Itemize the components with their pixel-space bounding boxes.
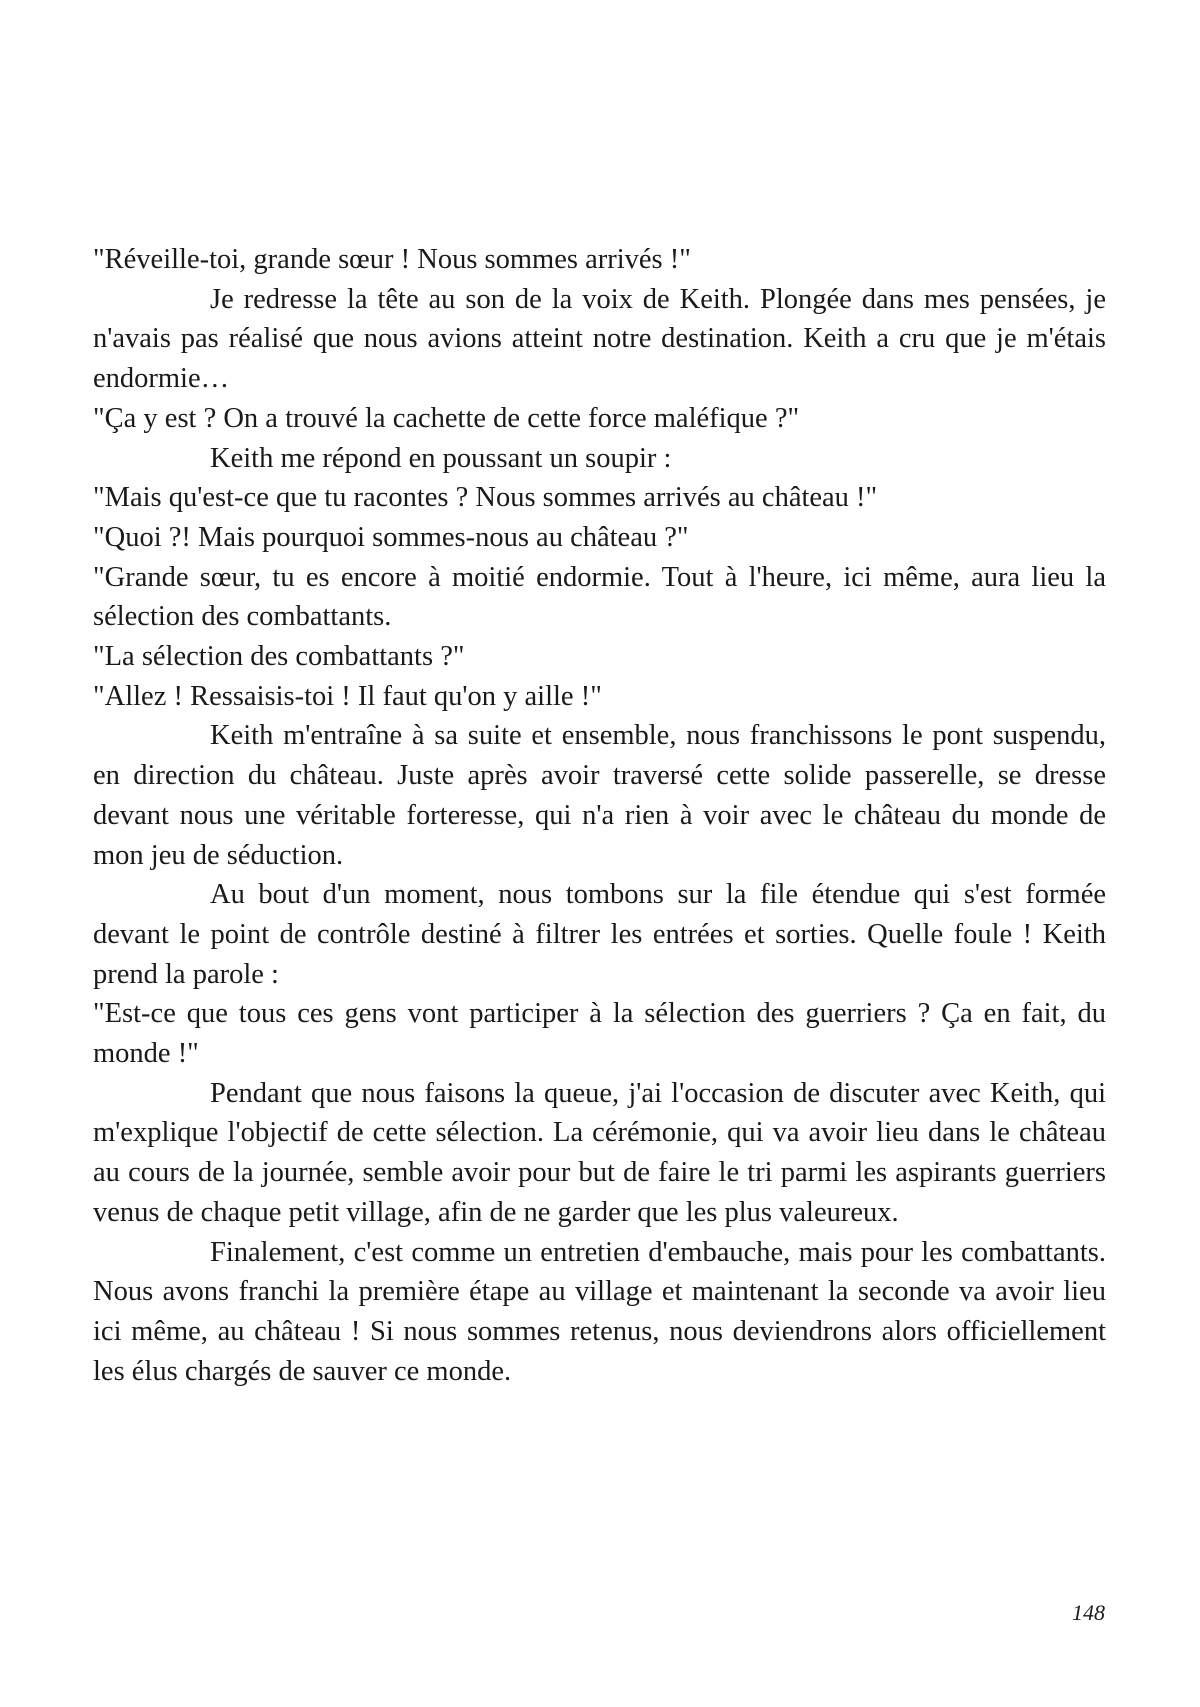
paragraph: Au bout d'un moment, nous tombons sur la file étendue qui s'est formée devant le point de contrôle destiné à filtrer les entrées et sorties. Quelle foule ! Keith prend la parole : [93,879,1106,990]
paragraph: Finalement, c'est comme un entretien d'embauche, mais pour les combattants. Nous avons franchi la première étape au village et maintenant la seconde va avoir lieu ici même, au château ! Si nous sommes retenus, nous deviendrons alors officiellement les élus chargés de sauver ce monde. [93,1236,1106,1387]
body-text [93,240,1106,1391]
paragraph: Je redresse la tête au son de la voix de Keith. Plongée dans mes pensées, je n'avais pas réalisé que nous avions atteint notre destination. Keith a cru que je m'étais endormie… [93,283,1106,395]
paragraph: "Est-ce que tous ces gens vont participer à la sélection des guerriers ? Ça en fait, du monde !" [93,998,1106,1070]
paragraph: "La sélection des combattants ?" [93,641,465,673]
paragraph: "Mais qu'est-ce que tu racontes ? Nous sommes arrivés au château !" [93,482,878,514]
paragraph: Pendant que nous faisons la queue, j'ai l'occasion de discuter avec Keith, qui m'explique l'objectif de cette sélection. La cérémonie, qui va avoir lieu dans le château au cours de la journée, semble avoir pour but de faire le tri parmi les aspirants guerriers venus de chaque petit village, afin de ne garder que les plus valeureux. [93,1077,1106,1228]
paragraph: "Grande sœur, tu es encore à moitié endormie. Tout à l'heure, ici même, aura lieu la sélection des combattants. [93,561,1106,633]
paragraph: "Allez ! Ressaisis-toi ! Il faut qu'on y aille !" [93,680,602,712]
paragraph: Keith me répond en poussant un soupir : [210,442,672,474]
page-number: 148 [1072,1600,1105,1625]
paragraph: Keith m'entraîne à sa suite et ensemble, nous franchissons le pont suspendu, en direction du château. Juste après avoir traversé cette solide passerelle, se dresse devant nous une véritable forteresse, qui n'a rien à voir avec le château du monde de mon jeu de séduction. [93,720,1106,871]
paragraph: "Quoi ?! Mais pourquoi sommes-nous au château ?" [93,521,689,553]
paragraph: "Ça y est ? On a trouvé la cachette de cette force maléfique ?" [93,402,800,434]
paragraph: "Réveille-toi, grande sœur ! Nous sommes arrivés !" [93,244,691,275]
